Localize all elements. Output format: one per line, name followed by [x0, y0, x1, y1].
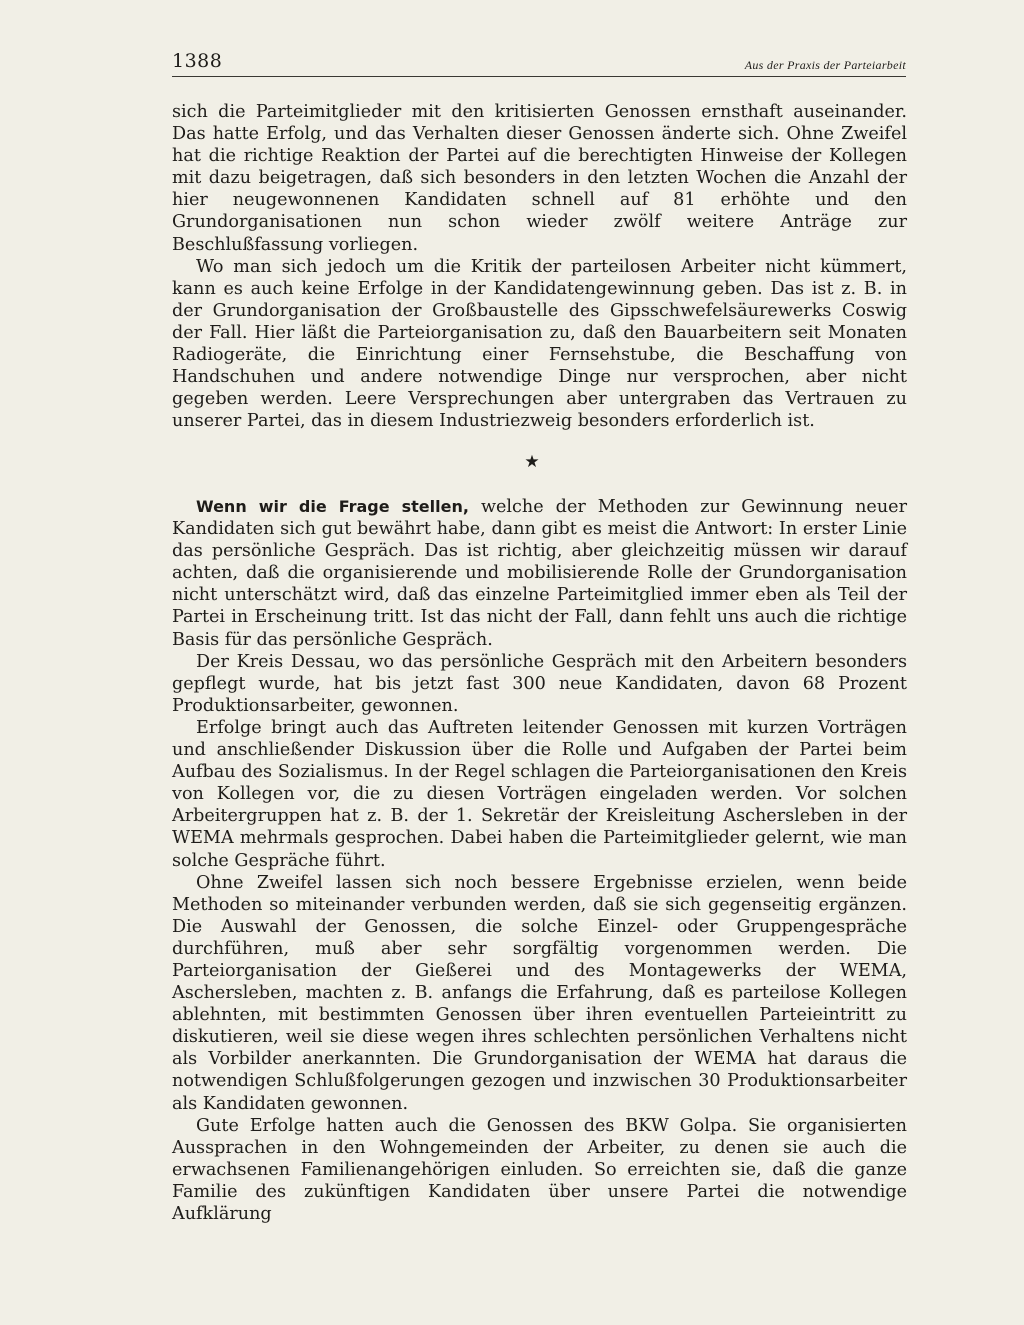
page-header: [172, 50, 906, 80]
paragraph-2: Wo man sich jedoch um die Kritik der parteilosen Arbeiter nicht kümmert, kann es auch keine Erfolge in der Kandidatengewinnung geben. Das ist z. B. in der Grundorganisation der Großbaustelle des Gipsschwefelsäurewerks Coswig der Fall. Hier läßt die Parteiorganisation zu, daß den Bauarbeitern seit Monaten Radiogeräte, die Einrichtung einer Fernsehstube, die Beschaffung von Handschuhen und andere notwendige Dinge nur versprochen, aber nicht gegeben werden. Leere Versprechungen aber untergraben das Vertrauen zu unserer Partei, das in diesem Industriezweig besonders erforderlich ist.: [172, 256, 907, 432]
lead-in-bold: Wenn wir die Frage stellen,: [196, 497, 469, 516]
paragraph-6: Ohne Zweifel lassen sich noch bessere Ergebnisse erzielen, wenn beide Methoden so miteinander verbunden werden, daß sie sich gegenseitig ergänzen. Die Auswahl der Genossen, die solche Einzel- oder Gruppengespräche durchführen, muß aber sehr sorgfältig vorgenommen werden. Die Parteiorganisation der Gießerei und des Montagewerks der WEMA, Aschersleben, machten z. B. anfangs die Erfahrung, daß es parteilose Kollegen ablehnten, mit bestimmten Genossen über ihren eventuellen Parteieintritt zu diskutieren, weil sie diese wegen ihres schlechten persönlichen Verhaltens nicht als Vorbilder anerkannten. Die Grundorganisation der WEMA hat daraus die notwendigen Schlußfolgerungen gezogen und inzwischen 30 Produktionsarbeiter als Kandidaten gewonnen.: [172, 872, 907, 1114]
running-head: Aus der Praxis der Parteiarbeit: [744, 58, 906, 72]
paragraph-7: Gute Erfolge hatten auch die Genossen des BKW Golpa. Sie organisierten Aussprachen in den Wohngemeinden der Arbeiter, zu denen sie auch die erwachsenen Familienangehörigen einluden. So erreichten sie, daß die ganze Familie des zukünftigen Kandidaten über unsere Partei die notwendige Aufklärung: [172, 1115, 907, 1224]
paragraph-3-rest: welche der Methoden zur Gewinnung neuer Kandidaten sich gut bewährt habe, dann gibt es meist die Antwort: In erster Linie das persönliche Gespräch. Das ist richtig, aber gleichzeitig müssen wir darauf achten, daß die organisierende und mobilisierende Rolle der Grundorganisation nicht unterschätzt wird, daß das einzelne Parteimitglied immer eben als Teil der Partei in Erscheinung tritt. Ist das nicht der Fall, dann fehlt uns auch die richtige Basis für das persönliche Gespräch.: [172, 497, 907, 650]
paragraph-4: Der Kreis Dessau, wo das persönliche Gespräch mit den Arbeitern besonders gepflegt wurde, hat bis jetzt fast 300 neue Kandidaten, davon 68 Prozent Produktionsarbeiter, gewonnen.: [172, 651, 907, 716]
section-2-text: [172, 496, 907, 1225]
star-icon: ★: [524, 452, 540, 472]
paragraph-3: [172, 496, 907, 651]
section-1-text: [172, 101, 907, 432]
paragraph-5: Erfolge bringt auch das Auftreten leitender Genossen mit kurzen Vorträgen und anschließender Diskussion über die Rolle und Aufgaben der Partei beim Aufbau des Sozialismus. In der Regel schlagen die Parteiorganisationen den Kreis von Kollegen vor, die zu diesen Vorträgen eingeladen werden. Vor solchen Arbeitergruppen hat z. B. der 1. Sekretär der Kreisleitung Aschersleben in der WEMA mehrmals gesprochen. Dabei haben die Parteimitglieder gelernt, wie man solche Gespräche führt.: [172, 717, 907, 871]
section-separator: [0, 452, 1024, 472]
header-rule: [172, 76, 906, 77]
page-number: 1388: [172, 50, 223, 72]
paragraph-1: sich die Parteimitglieder mit den kritisierten Genossen ernsthaft auseinander. Das hatte Erfolg, und das Verhalten dieser Genossen änderte sich. Ohne Zweifel hat die richtige Reaktion der Partei auf die berechtigten Hinweise der Kollegen mit dazu beigetragen, daß sich besonders in den letzten Wochen die Anzahl der hier neugewonnenen Kandidaten schnell auf 81 erhöhte und den Grundorganisationen nun schon wieder zwölf weitere Anträge zur Beschlußfassung vorliegen.: [172, 102, 907, 255]
